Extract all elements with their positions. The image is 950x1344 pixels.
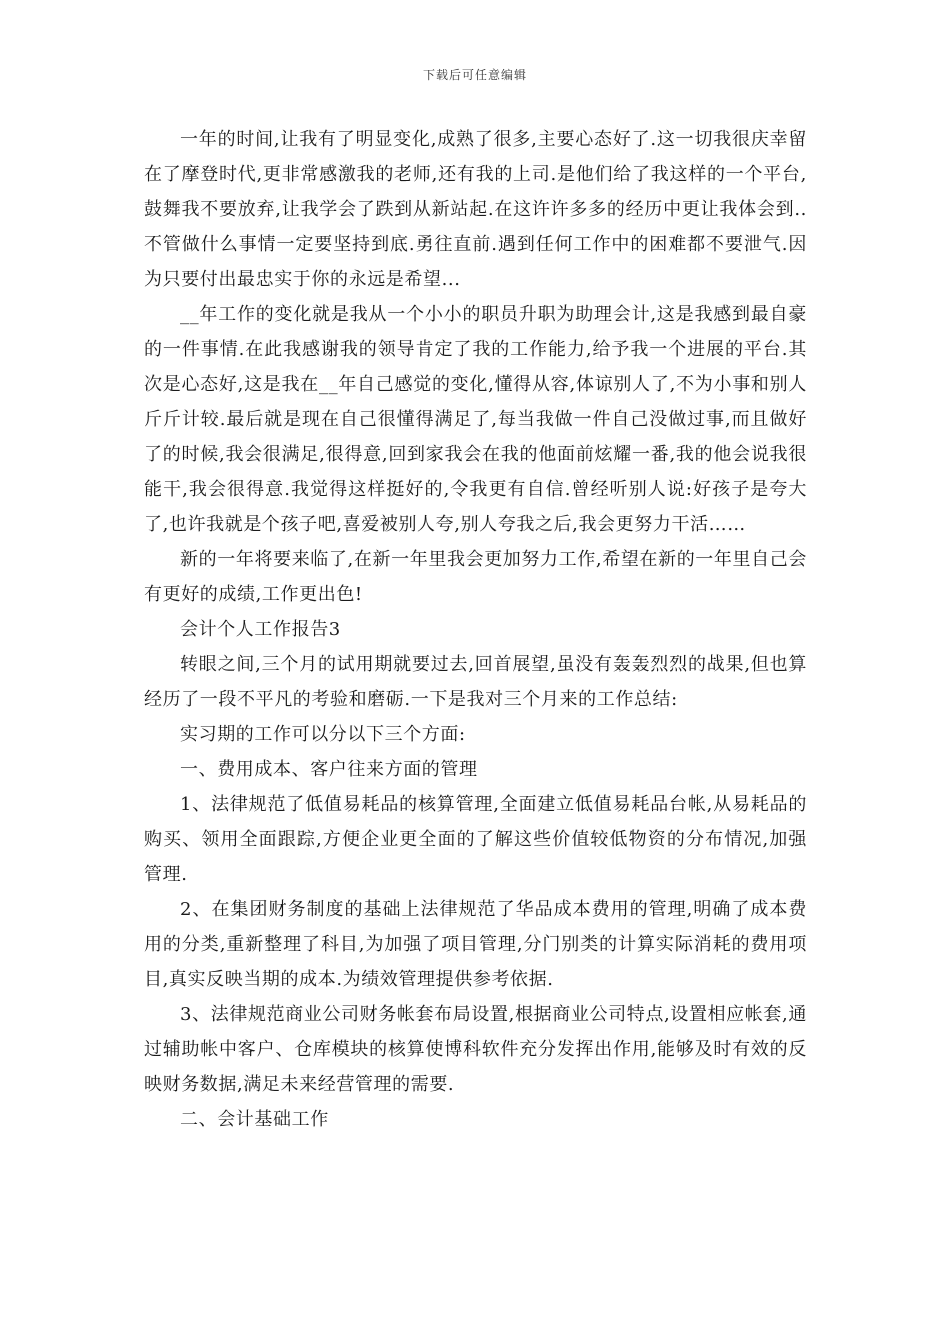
section-heading-1: 一、费用成本、客户往来方面的管理	[180, 759, 478, 780]
paragraph-4: 转眼之间,三个月的试用期就要过去,回首展望,虽没有轰轰烈烈的战果,但也算经历了一段不平凡的考验和磨砺.一下是我对三个月来的工作总结:	[144, 654, 807, 710]
list-item-2: 2、在集团财务制度的基础上法律规范了华品成本费用的管理,明确了成本费用的分类,重新整理了科目,为加强了项目管理,分门别类的计算实际消耗的费用项目,真实反映当期的成本.为绩效管理提供参考依据.	[144, 899, 807, 990]
paragraph-2: __年工作的变化就是我从一个小小的职员升职为助理会计,这是我感到最自豪的一件事情.在此我感谢我的领导肯定了我的工作能力,给予我一个进展的平台.其次是心态好,这是我在__年自己感觉的变化,懂得从容,体谅别人了,不为小事和别人斤斤计较.最后就是现在自己很懂得满足了,每当我做一件自己没做过事,而且做好了的时候,我会很满足,很得意,回到家我会在我的他面前炫耀一番,我的他会说我很能干,我会很得意.我觉得这样挺好的,令我更有自信.曾经听别人说:好孩子是夸大了,也许我就是个孩子吧,喜爱被别人夸,别人夸我之后,我会更努力干活……	[144, 304, 807, 535]
document-body	[144, 122, 807, 1137]
list-item-3: 3、法律规范商业公司财务帐套布局设置,根据商业公司特点,设置相应帐套,通过辅助帐中客户、仓库模块的核算使博科软件充分发挥出作用,能够及时有效的反映财务数据,满足未来经营管理的需要.	[144, 1004, 807, 1095]
section-heading-2: 二、会计基础工作	[180, 1109, 329, 1130]
list-item-1: 1、法律规范了低值易耗品的核算管理,全面建立低值易耗品台帐,从易耗品的购买、领用全面跟踪,方便企业更全面的了解这些价值较低物资的分布情况,加强管理.	[144, 794, 807, 885]
section-heading-report-3: 会计个人工作报告3	[180, 619, 341, 640]
paragraph-3: 新的一年将要来临了,在新一年里我会更加努力工作,希望在新的一年里自己会有更好的成绩,工作更出色!	[144, 549, 807, 605]
paragraph-5: 实习期的工作可以分以下三个方面:	[180, 724, 466, 745]
page-header: 下载后可任意编辑	[422, 68, 527, 82]
paragraph-1: 一年的时间,让我有了明显变化,成熟了很多,主要心态好了.这一切我很庆幸留在了摩登时代,更非常感激我的老师,还有我的上司.是他们给了我这样的一个平台,鼓舞我不要放弃,让我学会了跌到从新站起.在这许许多多的经历中更让我体会到..不管做什么事情一定要坚持到底.勇往直前.遇到任何工作中的困难都不要泄气.因为只要付出最忠实于你的永远是希望...	[144, 129, 807, 290]
